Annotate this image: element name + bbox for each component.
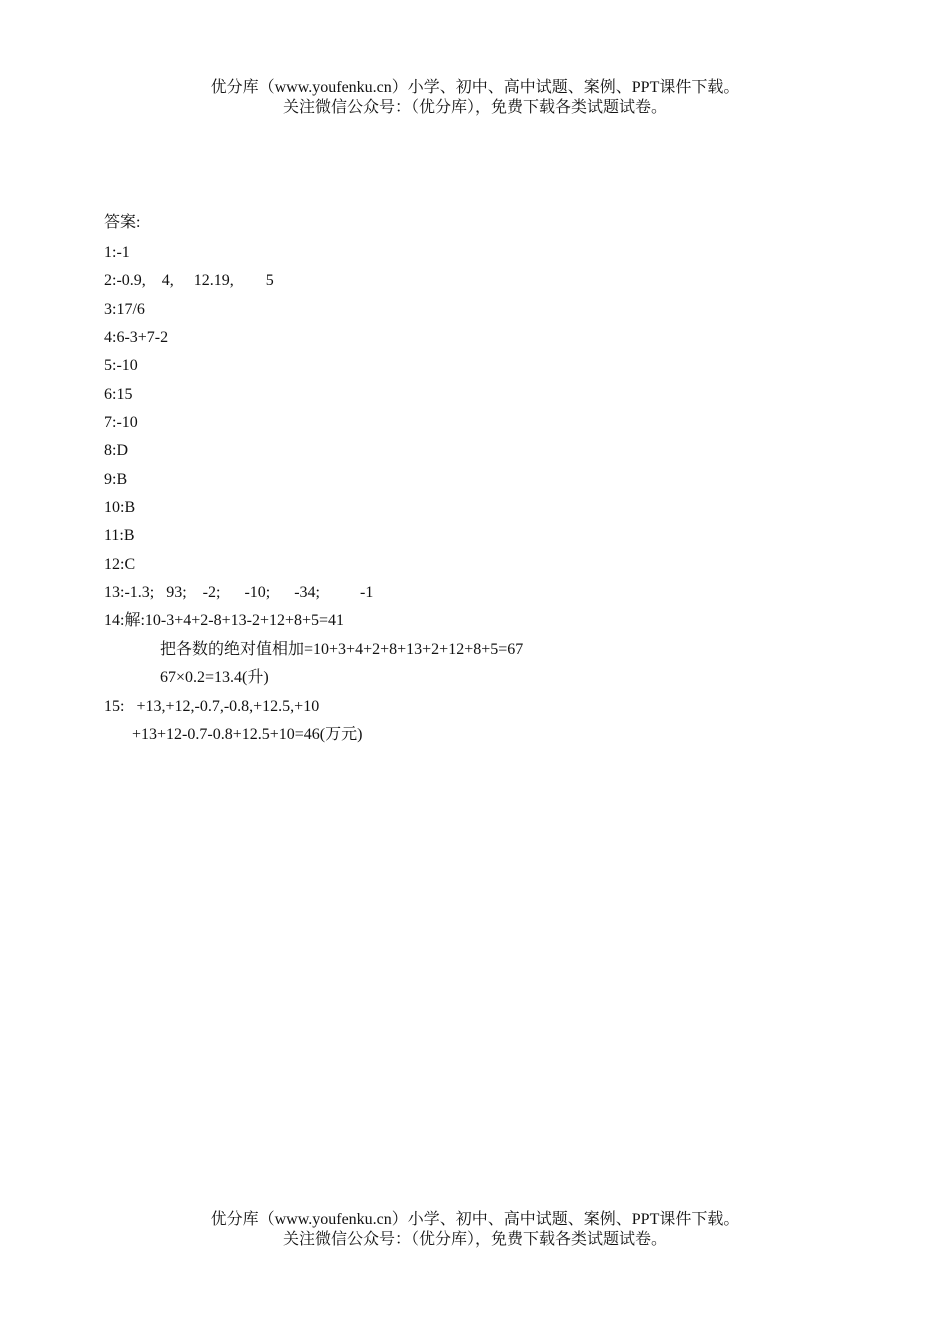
answer-line: 10:B [104, 499, 136, 516]
page-footer [0, 1210, 950, 1250]
answer-title: 答案: [104, 214, 141, 231]
answer-line: 13:-1.3; 93; -2; -10; -34; -1 [104, 584, 374, 601]
answer-line: 11:B [104, 527, 135, 544]
page-header [0, 78, 950, 118]
answer-line: 9:B [104, 471, 128, 488]
answer-line: 4:6-3+7-2 [104, 329, 169, 346]
answer-line: 5:-10 [104, 357, 138, 374]
answer-line: 把各数的绝对值相加=10+3+4+2+8+13+2+12+8+5=67 [160, 641, 524, 658]
header-line-1: 优分库（www.youfenku.cn）小学、初中、高中试题、案例、PPT课件下载。 [210, 79, 740, 96]
answer-line: 8:D [104, 442, 128, 459]
answer-line: 2:-0.9, 4, 12.19, 5 [104, 272, 274, 289]
answer-line: 15: +13,+12,-0.7,-0.8,+12.5,+10 [104, 698, 320, 715]
footer-line-1: 优分库（www.youfenku.cn）小学、初中、高中试题、案例、PPT课件下载。 [210, 1211, 740, 1228]
footer-line-2: 关注微信公众号：（优分库），免费下载各类试题试卷。 [282, 1231, 667, 1248]
answer-line: +13+12-0.7-0.8+12.5+10=46(万元) [132, 726, 363, 743]
answer-line: 1:-1 [104, 244, 130, 261]
answer-line: 67×0.2=13.4(升) [160, 669, 269, 686]
answer-line: 6:15 [104, 386, 133, 403]
answer-line: 12:C [104, 556, 136, 573]
header-line-2: 关注微信公众号：（优分库），免费下载各类试题试卷。 [282, 99, 667, 116]
answer-line: 14:解:10-3+4+2-8+13-2+12+8+5=41 [104, 612, 345, 629]
answer-line: 7:-10 [104, 414, 138, 431]
answer-line: 3:17/6 [104, 301, 145, 318]
